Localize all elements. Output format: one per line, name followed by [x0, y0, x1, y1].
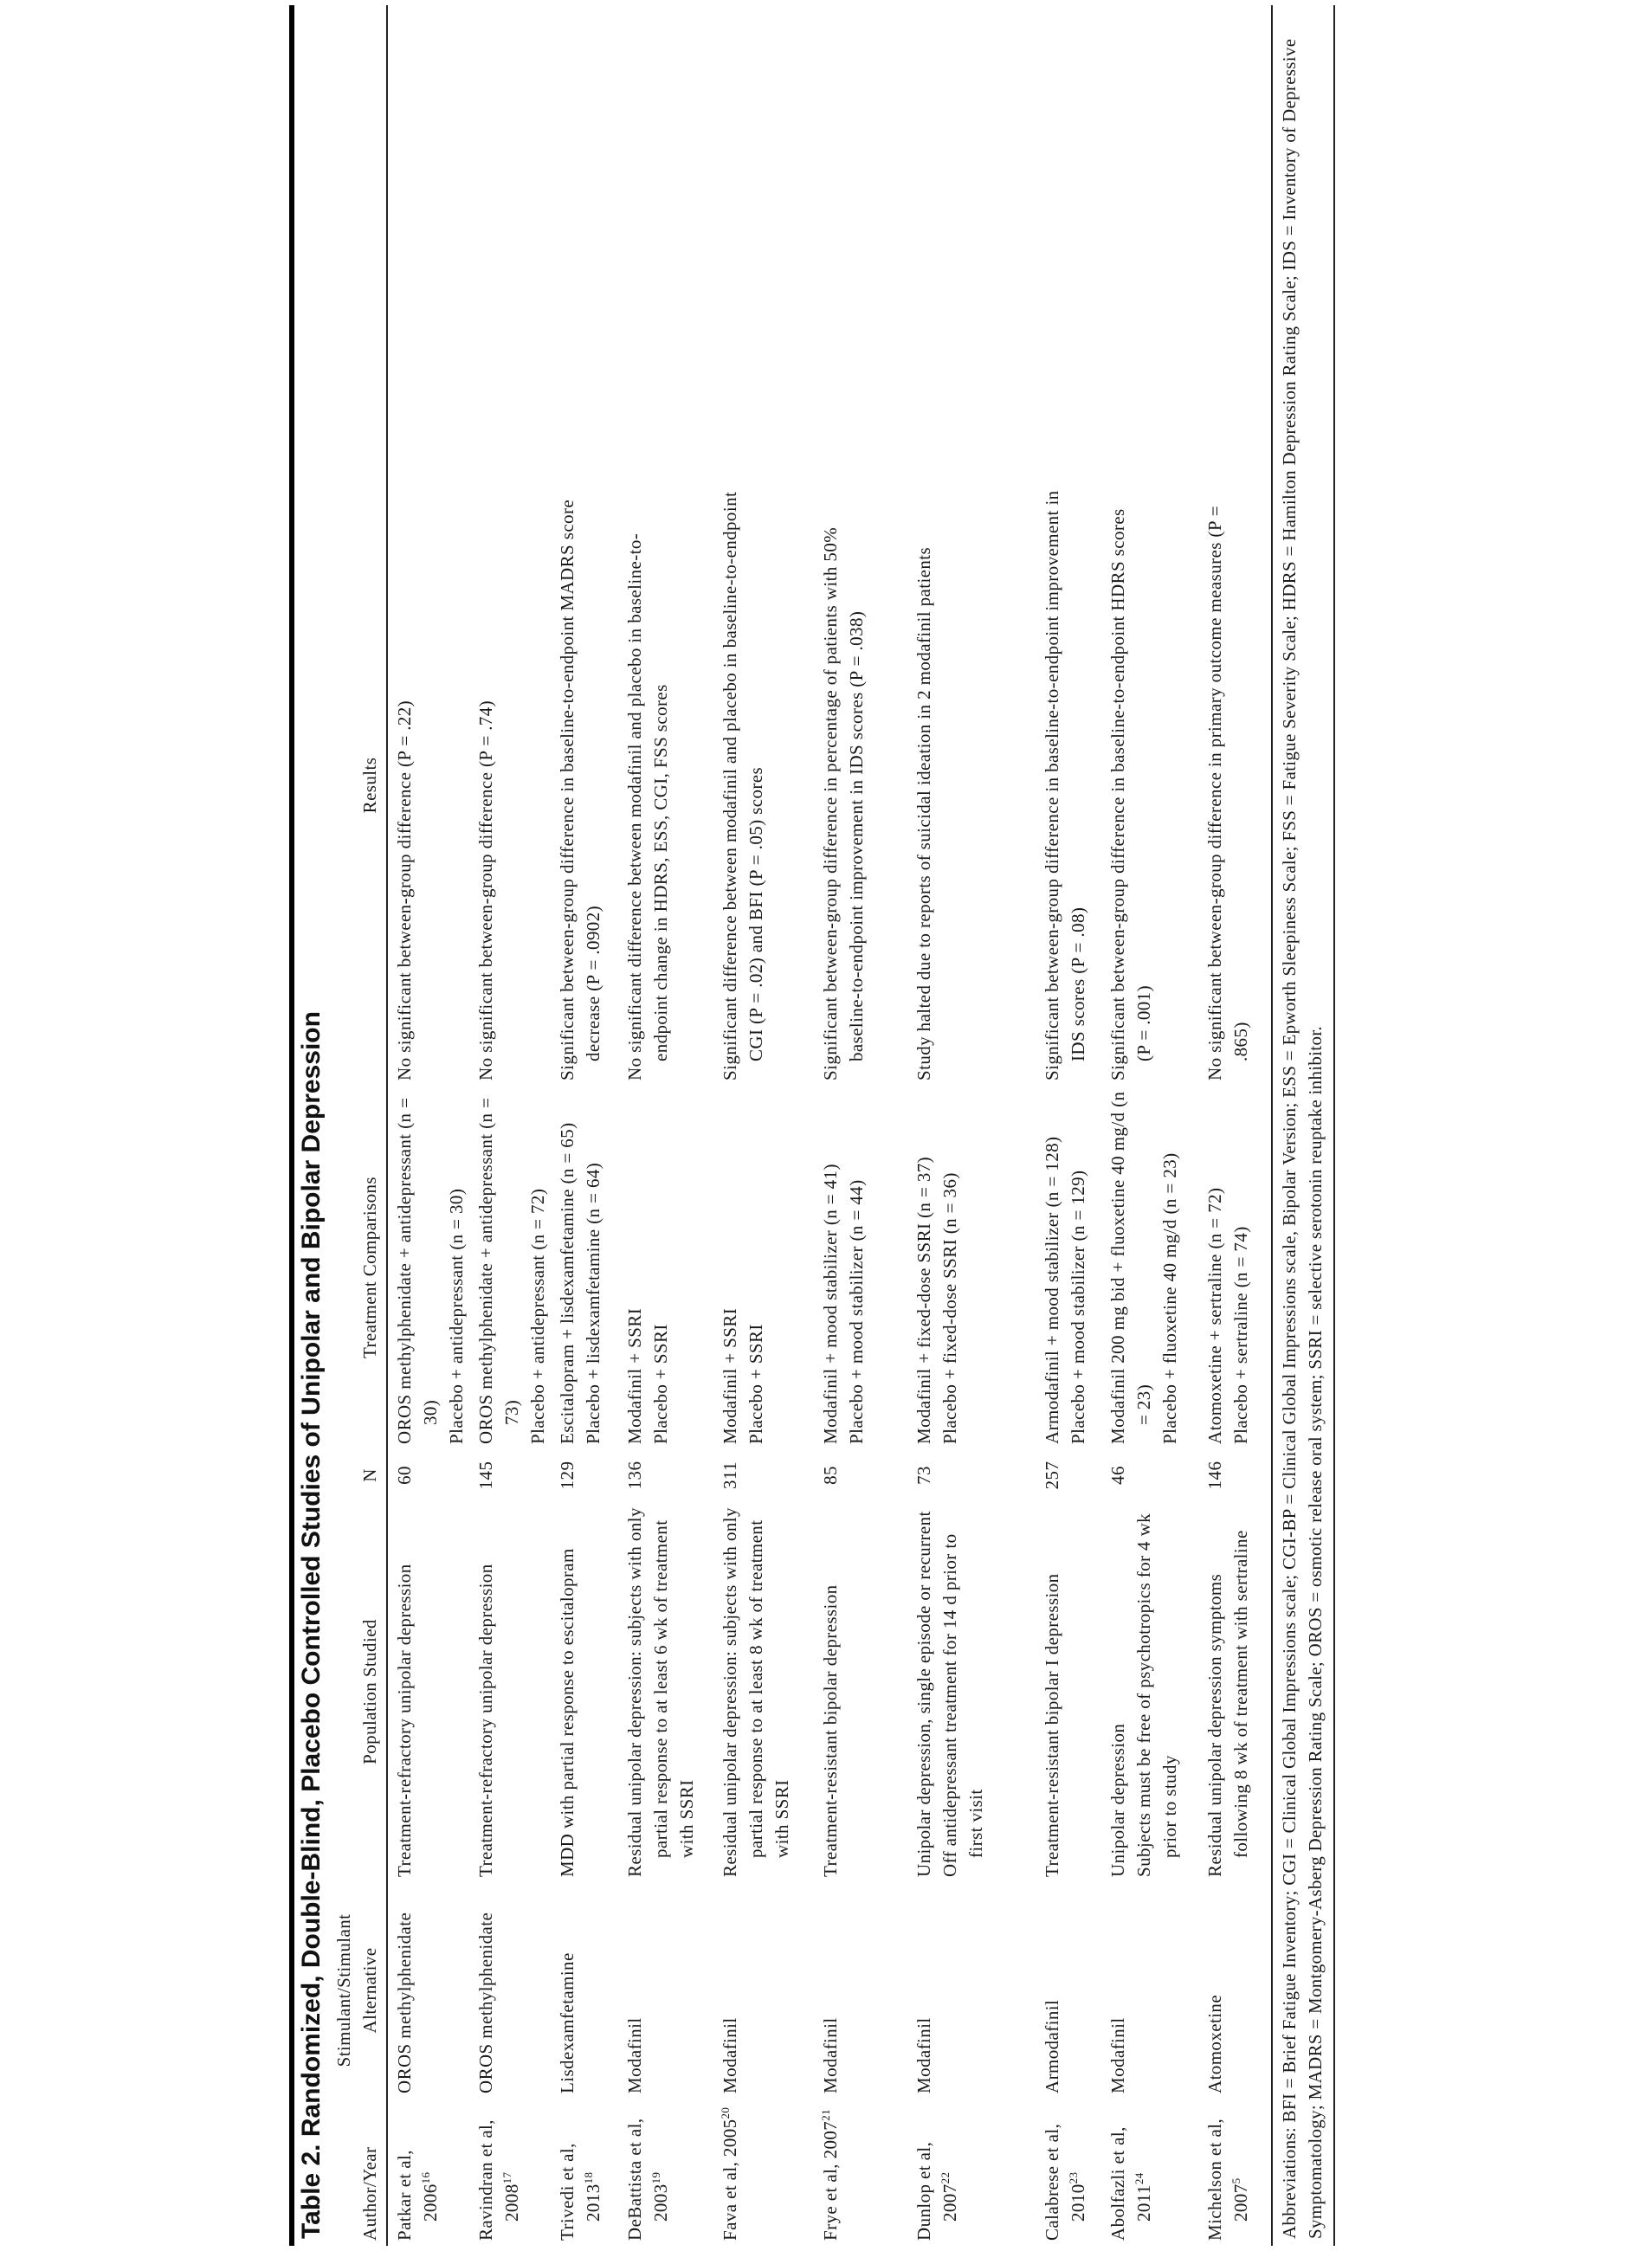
reference-number: 24: [1133, 2172, 1145, 2185]
treatment-line: Placebo + SSRI: [745, 1324, 766, 1444]
n-cell: 129: [557, 1461, 578, 1490]
population-cell: [1036, 1501, 1101, 1882]
table-row: [1036, 5, 1101, 2246]
table-row: [387, 5, 469, 2246]
stimulant-text: Modafinil: [1107, 2017, 1128, 2093]
population-cell: [618, 1501, 713, 1882]
treatment-cell: [713, 1086, 814, 1449]
population-line: MDD with partial response to escitalopram: [557, 1548, 578, 1877]
stimulant-text: Atomoxetine: [1204, 1994, 1225, 2093]
stimulant-cell: [907, 1882, 1036, 2099]
results-cell: [387, 5, 469, 1086]
treatment-line: Placebo + antidepressant (n = 30): [446, 1188, 467, 1444]
results-line: Significant between-group difference in percentage of patients with 50% baseline-to-endpoint improvement in IDS scores (P = .038): [820, 526, 867, 1080]
reference-number: 16: [419, 2171, 432, 2184]
treatment-line: Placebo + mood stabilizer (n = 129): [1068, 1170, 1088, 1444]
author-text: Trivedi et al, 2013: [557, 2143, 603, 2241]
population-cell: [1198, 1501, 1271, 1882]
header-stimulant: Stimulant/Stimulant Alternative: [327, 1882, 387, 2099]
author-cell: [387, 2099, 469, 2246]
author-text: Abolfazli et al, 2011: [1107, 2126, 1154, 2241]
results-line: Significant between-group difference in baseline-to-endpoint HDRS scores (P = .001): [1107, 508, 1154, 1080]
results-cell: [1101, 5, 1198, 1086]
table-row: [551, 5, 618, 2246]
results-cell: [713, 5, 814, 1086]
population-line: Residual unipolar depression symptoms following 8 wk of treatment with sertraline: [1204, 1530, 1251, 1877]
population-line: Treatment-refractory unipolar depression: [394, 1564, 415, 1877]
author-cell: [551, 2099, 618, 2246]
stimulant-cell: [618, 1882, 713, 2099]
stimulant-text: Armodafinil: [1042, 1999, 1062, 2093]
population-cell: [1101, 1501, 1198, 1882]
treatment-line: Modafinil + SSRI: [624, 1307, 645, 1444]
results-line: No significant between-group difference in primary outcome measures (P = .865): [1204, 505, 1251, 1080]
header-population: Population Studied: [327, 1501, 387, 1882]
treatment-cell: [469, 1086, 551, 1449]
n-cell: 60: [394, 1466, 415, 1485]
population-cell: [713, 1501, 814, 1882]
n-cell: 85: [820, 1466, 841, 1485]
stimulant-text: OROS methylphenidate: [394, 1912, 415, 2093]
n-cell: 46: [1107, 1466, 1128, 1485]
results-line: Study halted due to reports of suicidal ideation in 2 modafinil patients: [913, 546, 934, 1080]
author-cell: [907, 2099, 1036, 2246]
author-cell: [713, 2099, 814, 2246]
stimulant-text: Modafinil: [624, 2017, 645, 2093]
stimulant-cell: [814, 1882, 907, 2099]
author-year: [391, 2104, 443, 2241]
table-row: [618, 5, 713, 2246]
results-line: No significant between-group difference (P = .74): [475, 700, 496, 1080]
author-year: [911, 2104, 963, 2241]
author-year: [1039, 2104, 1091, 2241]
results-cell: [907, 5, 1036, 1086]
treatment-line: Placebo + SSRI: [650, 1324, 671, 1444]
population-cell: [814, 1501, 907, 1882]
population-line: Residual unipolar depression: subjects with only partial response to at least 8 wk of treatment with SSRI: [720, 1507, 792, 1877]
table-container: [289, 5, 1335, 2246]
treatment-cell: [907, 1086, 1036, 1449]
n-cell: 145: [475, 1461, 496, 1490]
author-year: [622, 2104, 674, 2241]
treatment-line: OROS methylphenidate + antidepressant (n = 73): [475, 1097, 522, 1444]
population-line: Treatment-resistant bipolar depression: [820, 1584, 841, 1877]
reference-number: 20: [719, 2106, 732, 2119]
header-n: N: [327, 1449, 387, 1501]
stimulant-cell: [1101, 1882, 1198, 2099]
results-cell: [551, 5, 618, 1086]
table-row: [1101, 5, 1198, 2246]
population-line: Unipolar depression: [1107, 1723, 1128, 1877]
population-line: Subjects must be free of psychotropics for 4 wk prior to study: [1133, 1512, 1180, 1877]
author-text: Patkar et al, 2006: [394, 2150, 441, 2241]
reference-number: 18: [582, 2171, 595, 2184]
header-row: [327, 5, 387, 2246]
treatment-line: Placebo + lisdexamfetamine (n = 64): [583, 1162, 603, 1444]
author-cell: [618, 2099, 713, 2246]
author-text: Dunlop et al, 2007: [913, 2141, 960, 2241]
header-treatment: Treatment Comparisons: [327, 1086, 387, 1449]
stimulant-cell: [713, 1882, 814, 2099]
reference-number: 22: [939, 2171, 952, 2184]
n-cell: 73: [913, 1466, 934, 1485]
treatment-cell: [387, 1086, 469, 1449]
results-cell: [1198, 5, 1271, 1086]
results-cell: [469, 5, 551, 1086]
table-title: Table 2. Randomized, Double-Blind, Placebo Controlled Studies of Unipolar and Bipolar Depression: [297, 1011, 326, 2239]
abbreviations-footnote: Abbreviations: BFI = Brief Fatigue Inventory; CGI = Clinical Global Impressions scale; CGI-BP = Clinical Global Impressions scale, Bipolar Version; ESS = Epworth Sleepiness Scale; FSS = Fatigue Severity Scale; HDRS = Hamilton Depression Rating Scale; IDS = Inventory of Depressive Symptomatology; MADRS = Montgomery-Asberg Depression Rating Scale; OROS = osmotic release oral system; SSRI = selective serotonin reuptake inhibitor.: [1271, 5, 1335, 2246]
treatment-line: Placebo + fixed-dose SSRI (n = 36): [939, 1172, 960, 1444]
n-cell: 257: [1042, 1461, 1062, 1490]
reference-number: 21: [819, 2108, 832, 2121]
studies-table: [327, 5, 1271, 2246]
reference-number: 5: [1229, 2177, 1242, 2184]
author-text: Frye et al, 2007: [820, 2120, 841, 2241]
treatment-line: OROS methylphenidate + antidepressant (n = 30): [394, 1097, 441, 1444]
treatment-line: Modafinil + fixed-dose SSRI (n = 37): [913, 1156, 934, 1444]
table-row: [713, 5, 814, 2246]
treatment-cell: [1036, 1086, 1101, 1449]
author-year: [817, 2104, 843, 2241]
header-results: Results: [327, 5, 387, 1086]
results-cell: [814, 5, 907, 1086]
reference-number: 23: [1067, 2171, 1080, 2184]
author-cell: [469, 2099, 551, 2246]
treatment-line: Modafinil + SSRI: [720, 1307, 740, 1444]
population-cell: [907, 1501, 1036, 1882]
reference-number: 17: [500, 2171, 513, 2184]
treatment-line: Armodafinil + mood stabilizer (n = 128): [1042, 1136, 1062, 1444]
author-cell: [814, 2099, 907, 2246]
results-cell: [618, 5, 713, 1086]
stimulant-cell: [387, 1882, 469, 2099]
results-line: Significant between-group difference in baseline-to-endpoint improvement in IDS scores (P = .08): [1042, 490, 1088, 1080]
stimulant-cell: [1036, 1882, 1101, 2099]
n-cell: 311: [720, 1461, 740, 1489]
treatment-cell: [1198, 1086, 1271, 1449]
stimulant-cell: [551, 1882, 618, 2099]
table-row: [1198, 5, 1271, 2246]
stimulant-text: Modafinil: [720, 2017, 740, 2093]
results-line: Significant between-group difference in baseline-to-endpoint MADRS score decrease (P = .0902): [557, 499, 603, 1080]
table-row: [469, 5, 551, 2246]
author-text: Ravindran et al, 2008: [475, 2119, 522, 2241]
table-row: [814, 5, 907, 2246]
author-year: [1202, 2104, 1254, 2241]
population-cell: [387, 1501, 469, 1882]
treatment-line: Modafinil 200 mg bid + fluoxetine 40 mg/d (n = 23): [1107, 1091, 1154, 1444]
population-line: Unipolar depression, single episode or recurrent: [913, 1511, 934, 1877]
treatment-cell: [618, 1086, 713, 1449]
stimulant-text: Lisdexamfetamine: [557, 1952, 578, 2093]
population-cell: [551, 1501, 618, 1882]
author-year: [554, 2104, 606, 2241]
results-cell: [1036, 5, 1101, 1086]
author-year: [473, 2104, 525, 2241]
treatment-line: Placebo + antidepressant (n = 72): [527, 1188, 548, 1444]
population-line: Residual unipolar depression: subjects with only partial response to at least 6 wk of treatment with SSRI: [624, 1507, 697, 1877]
treatment-line: Placebo + mood stabilizer (n = 44): [846, 1179, 867, 1444]
results-line: Significant difference between modafinil and placebo in baseline-to-endpoint CGI (P = .02) and BFI (P = .05) scores: [720, 491, 766, 1080]
author-text: Michelson et al, 2007: [1204, 2118, 1251, 2241]
treatment-line: Escitalopram + lisdexamfetamine (n = 65): [557, 1122, 578, 1444]
stimulant-cell: [1198, 1882, 1271, 2099]
treatment-cell: [551, 1086, 618, 1449]
treatment-cell: [1101, 1086, 1198, 1449]
table-body: [387, 5, 1271, 2246]
n-cell: 146: [1204, 1461, 1225, 1490]
results-line: No significant difference between modafinil and placebo in baseline-to-endpoint change in HDRS, ESS, CGI, FSS scores: [624, 532, 671, 1080]
author-year: [717, 2104, 743, 2241]
reference-number: 19: [649, 2171, 662, 2184]
stimulant-text: Modafinil: [820, 2017, 841, 2093]
author-text: Fava et al, 2005: [720, 2119, 740, 2241]
population-line: Treatment-refractory unipolar depression: [475, 1564, 496, 1877]
population-cell: [469, 1501, 551, 1882]
treatment-cell: [814, 1086, 907, 1449]
table-row: [907, 5, 1036, 2246]
author-cell: [1036, 2099, 1101, 2246]
stimulant-cell: [469, 1882, 551, 2099]
treatment-line: Placebo + fluoxetine 40 mg/d (n = 23): [1159, 1152, 1180, 1444]
treatment-line: Modafinil + mood stabilizer (n = 41): [820, 1164, 841, 1444]
author-year: [1105, 2104, 1157, 2241]
author-text: DeBattista et al, 2003: [624, 2118, 671, 2241]
treatment-line: Placebo + sertraline (n = 74): [1230, 1226, 1251, 1444]
population-line: Off antidepressant treatment for 14 d prior to first visit: [939, 1533, 986, 1877]
author-cell: [1101, 2099, 1198, 2246]
results-line: No significant between-group difference (P = .22): [394, 700, 415, 1080]
author-text: Calabrese et al, 2010: [1042, 2123, 1088, 2241]
population-line: Treatment-resistant bipolar I depression: [1042, 1573, 1062, 1877]
author-cell: [1198, 2099, 1271, 2246]
stimulant-text: OROS methylphenidate: [475, 1912, 496, 2093]
treatment-line: Atomoxetine + sertraline (n = 72): [1204, 1187, 1225, 1444]
header-author: Author/Year: [327, 2099, 387, 2246]
stimulant-text: Modafinil: [913, 2017, 934, 2093]
n-cell: 136: [624, 1461, 645, 1490]
